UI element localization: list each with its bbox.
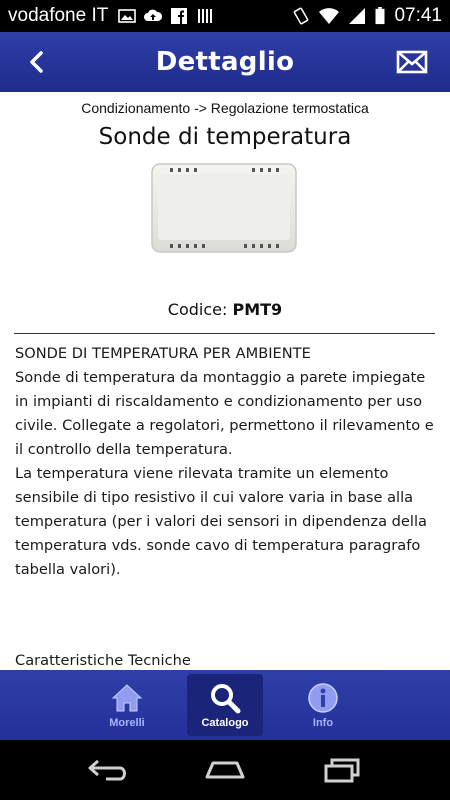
product-code [0,300,450,319]
vibrate-icon [292,7,310,25]
product-description [15,342,440,582]
product-image [148,160,300,260]
nav-label: Catalogo [201,717,249,729]
description-heading: SONDE DI TEMPERATURA PER AMBIENTE [15,345,311,362]
facebook-icon [170,7,188,25]
battery-icon [374,7,386,25]
wifi-icon [318,7,340,25]
breadcrumb: Condizionamento -> Regolazione termostatica [81,100,369,116]
page-title: Dettaglio [155,47,295,77]
back-icon[interactable] [84,755,132,785]
product-title: Sonde di temperatura [98,124,352,150]
divider [14,333,435,334]
code-value: PMT9 [232,300,283,319]
back-arrow-icon [28,50,44,74]
clock: 07:41 [394,5,442,26]
info-icon [306,681,340,715]
description-paragraph: La temperatura viene rilevata tramite un elemento sensibile di tipo resistivo il cui valore varia in base alla temperatura (per i valori dei sensori in dipendenza della temperatura vds. sonde cavo di temperatura paragrafo tabella valori). [15,465,427,578]
product-detail[interactable] [0,92,450,670]
nav-item-morelli[interactable] [89,674,165,736]
mail-button[interactable] [396,46,428,78]
nav-label: Morelli [109,717,145,729]
nav-item-catalogo[interactable] [187,674,263,736]
status-bar [0,0,450,32]
back-button[interactable] [20,46,52,78]
nav-item-info[interactable] [285,674,361,736]
recent-apps-icon[interactable] [318,755,366,785]
system-navigation-bar [0,740,450,800]
code-label: Codice: [167,300,228,319]
cloud-upload-icon [144,7,162,25]
description-paragraph: Sonde di temperatura da montaggio a parete impiegate in impianti di riscaldamento e condizionamento per uso civile. Collegate a regolatori, permettono il rilevamento e il controllo della temperatura. [15,369,434,458]
nav-label: Info [312,717,334,729]
signal-icon [348,7,366,25]
search-icon [208,681,242,715]
tech-specs-heading: Caratteristiche Tecniche [15,652,191,669]
carrier-name: vodafone IT [8,5,109,26]
home-button-icon[interactable] [201,755,249,785]
notification-icons [118,7,214,25]
bottom-navigation [0,670,450,740]
mail-icon [396,46,428,78]
image-icon [118,7,136,25]
home-icon [110,681,144,715]
barcode-icon [196,7,214,25]
app-header [0,32,450,92]
